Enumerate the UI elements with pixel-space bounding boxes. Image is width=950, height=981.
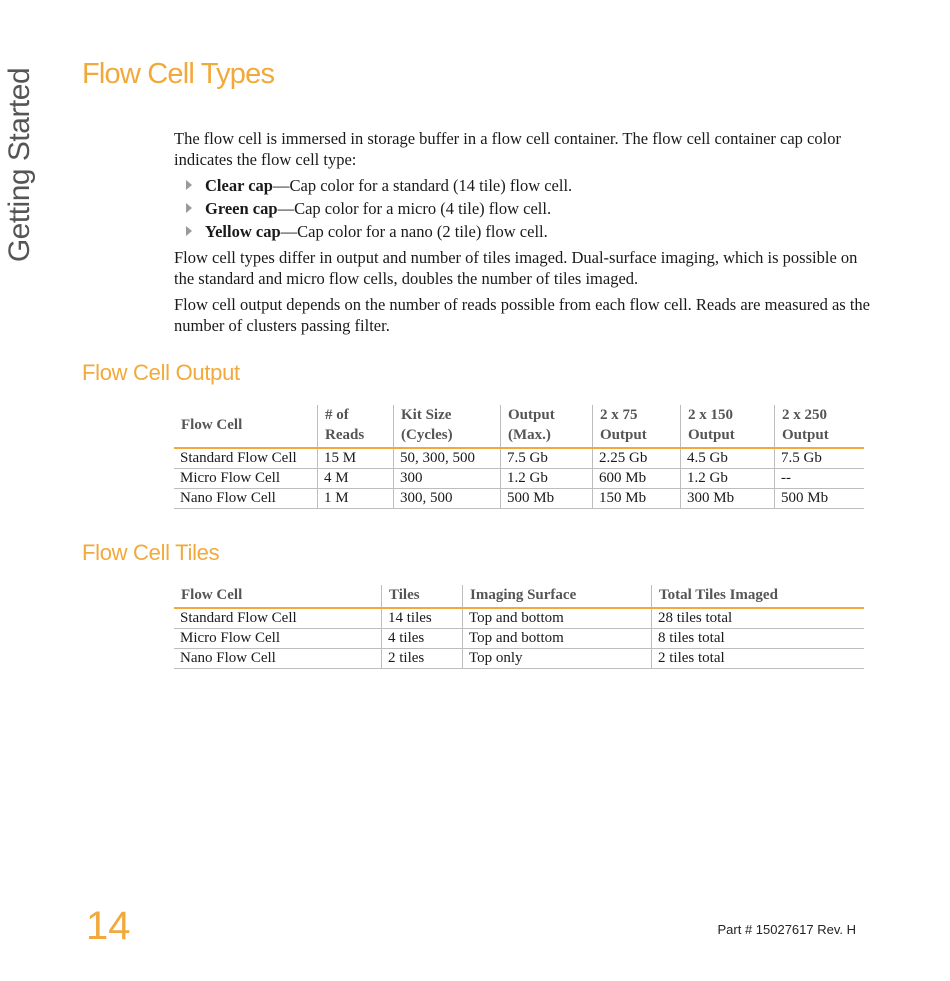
side-chapter-label: [4, 60, 36, 270]
table-cell: Top and bottom: [463, 608, 652, 629]
table-cell: 8 tiles total: [652, 629, 865, 649]
table-cell: 14 tiles: [382, 608, 463, 629]
table-cell: 28 tiles total: [652, 608, 865, 629]
table-cell: 2 tiles total: [652, 649, 865, 669]
list-item-text: —Cap color for a micro (4 tile) flow cell.: [277, 199, 552, 218]
table-cell: Micro Flow Cell: [174, 629, 382, 649]
column-header: Tiles: [382, 585, 463, 608]
table-cell: Top only: [463, 649, 652, 669]
column-header: Flow Cell: [174, 405, 318, 448]
table-cell: 4 M: [318, 469, 394, 489]
table-cell: Nano Flow Cell: [174, 489, 318, 509]
table-cell: Standard Flow Cell: [174, 608, 382, 629]
list-item-text: —Cap color for a nano (2 tile) flow cell.: [280, 222, 548, 241]
table-cell: 2.25 Gb: [593, 448, 681, 469]
intro-section: [174, 128, 874, 341]
table-cell: 1.2 Gb: [681, 469, 775, 489]
table-cell: 1 M: [318, 489, 394, 509]
table-cell: 2 tiles: [382, 649, 463, 669]
table-cell: 500 Mb: [501, 489, 593, 509]
bullet-arrow-icon: [186, 203, 192, 213]
column-header: Kit Size (Cycles): [394, 405, 501, 448]
table-cell: 600 Mb: [593, 469, 681, 489]
table-cell: --: [775, 469, 865, 489]
tiles-heading: Flow Cell Tiles: [82, 540, 220, 565]
table-cell: 15 M: [318, 448, 394, 469]
table-cell: 7.5 Gb: [775, 448, 865, 469]
column-header: Output (Max.): [501, 405, 593, 448]
column-header: 2 x 250 Output: [775, 405, 865, 448]
list-item-term: Green cap: [205, 199, 278, 218]
table-cell: 50, 300, 500: [394, 448, 501, 469]
table-cell: 500 Mb: [775, 489, 865, 509]
output-heading: Flow Cell Output: [82, 360, 240, 385]
table-cell: 300, 500: [394, 489, 501, 509]
list-item: [174, 221, 874, 242]
column-header: Imaging Surface: [463, 585, 652, 608]
table-cell: 7.5 Gb: [501, 448, 593, 469]
table-row: [174, 469, 864, 489]
page-title: Flow Cell Types: [82, 58, 275, 90]
side-chapter-label-text: Getting Started: [3, 67, 36, 263]
table-cell: 4.5 Gb: [681, 448, 775, 469]
list-item-term: Yellow cap: [205, 222, 281, 241]
table-cell: 4 tiles: [382, 629, 463, 649]
column-header: # of Reads: [318, 405, 394, 448]
table-header-row: [174, 405, 864, 448]
page-number: 14: [86, 904, 131, 948]
column-header: Total Tiles Imaged: [652, 585, 865, 608]
table-cell: 150 Mb: [593, 489, 681, 509]
list-item-term: Clear cap: [205, 176, 273, 195]
table-cell: Standard Flow Cell: [174, 448, 318, 469]
flow-cell-tiles-table: [174, 585, 864, 669]
table-cell: 300 Mb: [681, 489, 775, 509]
table-row: [174, 649, 864, 669]
intro-paragraph-3: Flow cell output depends on the number of reads possible from each flow cell. Reads are measured as the number of clusters passing filter.: [174, 295, 870, 335]
table-row: [174, 629, 864, 649]
intro-paragraph-2: Flow cell types differ in output and number of tiles imaged. Dual-surface imaging, which is possible on the standard and micro flow cells, doubles the number of tiles imaged.: [174, 248, 858, 288]
table-row: [174, 448, 864, 469]
cap-color-list: [174, 175, 874, 242]
column-header: Flow Cell: [174, 585, 382, 608]
table-cell: Top and bottom: [463, 629, 652, 649]
flow-cell-output-table: [174, 405, 864, 509]
table-row: [174, 608, 864, 629]
part-number: Part # 15027617 Rev. H: [717, 922, 856, 937]
list-item: [174, 175, 874, 196]
bullet-arrow-icon: [186, 180, 192, 190]
table-cell: 300: [394, 469, 501, 489]
intro-paragraph-1: The flow cell is immersed in storage buffer in a flow cell container. The flow cell container cap color indicates the flow cell type:: [174, 129, 841, 169]
list-item-text: —Cap color for a standard (14 tile) flow cell.: [272, 176, 573, 195]
column-header: 2 x 75 Output: [593, 405, 681, 448]
column-header: 2 x 150 Output: [681, 405, 775, 448]
table-cell: Micro Flow Cell: [174, 469, 318, 489]
bullet-arrow-icon: [186, 226, 192, 236]
table-header-row: [174, 585, 864, 608]
table-cell: 1.2 Gb: [501, 469, 593, 489]
table-cell: Nano Flow Cell: [174, 649, 382, 669]
list-item: [174, 198, 874, 219]
table-row: [174, 489, 864, 509]
